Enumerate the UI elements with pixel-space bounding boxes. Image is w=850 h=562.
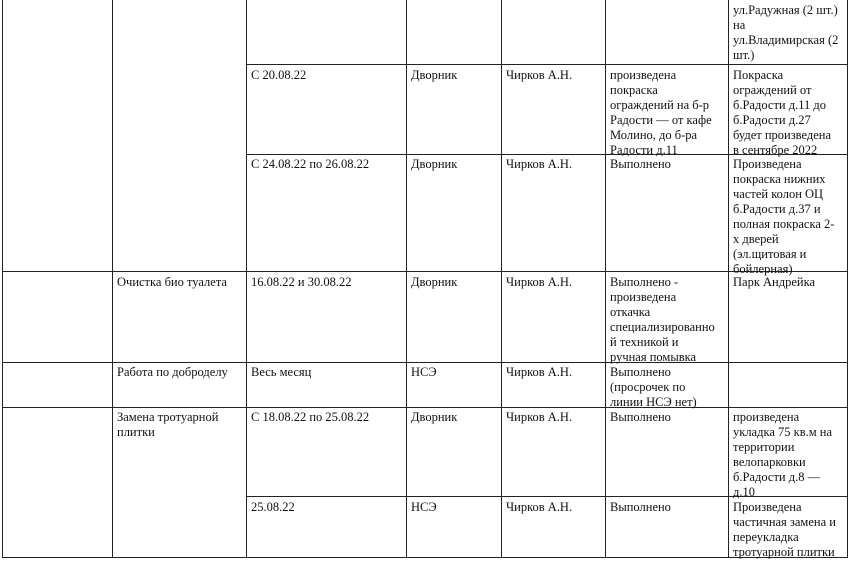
table-cell-executor: НСЭ (411, 500, 437, 514)
table-cell-note: Парк Андрейка (733, 275, 816, 289)
table-border (501, 0, 502, 558)
table-cell-status: произведена покраска ограждений на б-р Радости — от кафе Молино, до б-ра Радости д.11 (610, 68, 712, 157)
table-cell-period: С 20.08.22 (251, 68, 307, 82)
table-cell-responsible: Чирков А.Н. (506, 410, 573, 424)
table-cell-executor: Дворник (411, 410, 458, 424)
table-cell-responsible: Чирков А.Н. (506, 275, 573, 289)
table-cell-executor: НСЭ (411, 365, 437, 379)
table-cell-period: 25.08.22 (251, 500, 295, 514)
table-cell-work: Очистка био туалета (117, 275, 227, 289)
table-border (112, 0, 113, 558)
table-cell-responsible: Чирков А.Н. (506, 500, 573, 514)
table-cell-responsible: Чирков А.Н. (506, 365, 573, 379)
table-cell-status: Выполнено (610, 410, 671, 424)
table-cell-period: 16.08.22 и 30.08.22 (251, 275, 352, 289)
table-cell-note: произведена укладка 75 кв.м на территории велопарковки б.Радости д.8 — д.10 (733, 410, 833, 499)
table-border (2, 0, 3, 558)
table-cell-period: Весь месяц (251, 365, 312, 379)
table-border (2, 271, 848, 272)
table-cell-status: Выполнено (610, 500, 671, 514)
table-cell-period: С 24.08.22 по 26.08.22 (251, 157, 370, 171)
table-cell-status: Выполнено (просрочек по линии НСЭ нет) (610, 365, 697, 409)
table-cell-work: Работа по доброделу (117, 365, 228, 379)
table-cell-note: ул.Радужная (2 шт.) на ул.Владимирская (2 шт.) (733, 3, 839, 62)
table-border (246, 0, 247, 558)
table-cell-status: Выполнено (610, 157, 671, 171)
table-border (2, 557, 848, 558)
table-cell-note: Произведена покраска нижних частей колон ОЦ б.Радости д.37 и полная покраска 2- х дверей (эл.щитовая и бойлерная) (733, 157, 835, 276)
table-cell-executor: Дворник (411, 275, 458, 289)
table-cell-responsible: Чирков А.Н. (506, 157, 573, 171)
table-cell-status: Выполнено - произведена откачка специализированно й техникой и ручная помывка (610, 275, 715, 364)
table-border (728, 0, 729, 558)
table-cell-executor: Дворник (411, 68, 458, 82)
table-cell-work: Замена тротуарной плитки (117, 410, 219, 439)
table-cell-period: С 18.08.22 по 25.08.22 (251, 410, 370, 424)
table-cell-note: Произведена частичная замена и переукладка тротуарной плитки (733, 500, 836, 559)
table-cell-responsible: Чирков А.Н. (506, 68, 573, 82)
table-border (246, 64, 848, 65)
table-border (847, 0, 848, 558)
table-border (406, 0, 407, 558)
table-cell-note: Покраска ограждений от б.Радости д.11 до б.Радости д.27 будет произведена в сентябре 2022 (733, 68, 832, 157)
table-cell-executor: Дворник (411, 157, 458, 171)
table-border (605, 0, 606, 558)
